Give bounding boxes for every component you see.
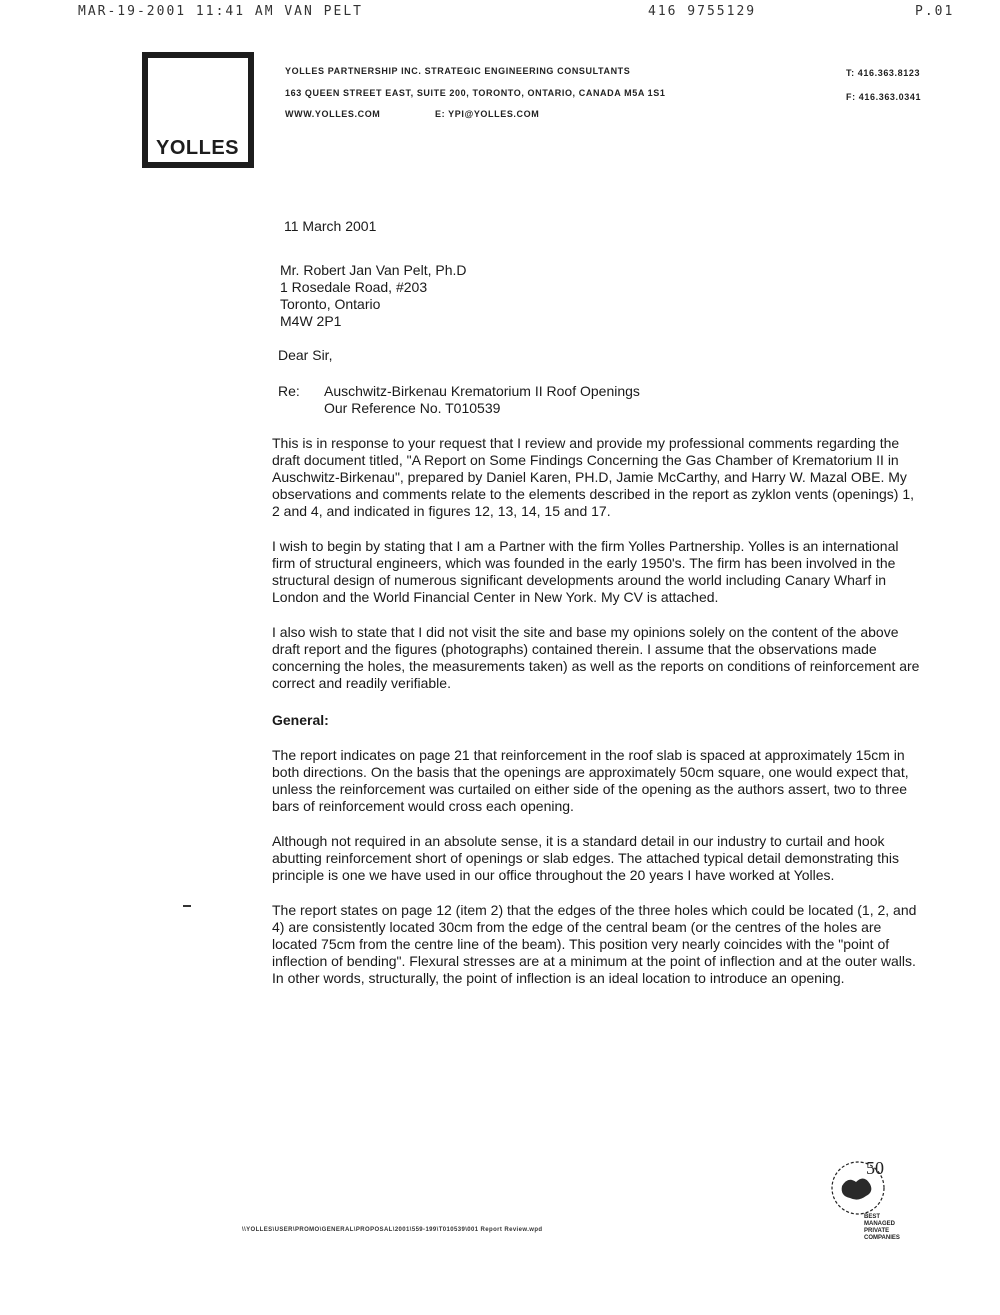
- recipient-street: 1 Rosedale Road, #203: [280, 279, 428, 295]
- subject-label: Re:: [278, 383, 300, 399]
- subject-title: Auschwitz-Birkenau Krematorium II Roof Openings: [324, 383, 640, 399]
- document-file-path: \\YOLLES\USER\PROMO\GENERAL\PROPOSAL\2001\559-199\T010539\001 Report Review.wpd: [242, 1227, 543, 1233]
- seal-line-2: MANAGED: [864, 1221, 895, 1227]
- letterhead-email: E: YPI@YOLLES.COM: [435, 109, 540, 119]
- salutation: Dear Sir,: [278, 347, 333, 363]
- paragraph-standard-detail: Although not required in an absolute sense, it is a standard detail in our industry to curtail and hook abutting reinforcement short of openings or slab edges. The attached typical detail demonstrating this principle is one we have used in our office throughout the 20 years I have worked at Yolles.: [272, 833, 900, 883]
- letterhead-fax: F: 416.363.0341: [846, 92, 922, 102]
- seal-line-3: PRIVATE: [864, 1228, 890, 1234]
- letter-body: [272, 218, 922, 987]
- subject-line: [278, 383, 922, 417]
- paragraph-credentials: I wish to begin by stating that I am a Partner with the firm Yolles Partnership. Yolles is an international firm of structural engineers, which was founded in the early 1950's. The firm has been involved in the structural design of numerous significant developments around the world including Canary Wharf in London and the World Financial Center in New York. My CV is attached.: [272, 538, 899, 605]
- letter-date: 11 March 2001: [284, 218, 377, 234]
- paragraph-reinforcement: The report indicates on page 21 that reinforcement in the roof slab is spaced at approximately 15cm in both directions. On the basis that the openings are approximately 50cm square, one would expect that, unless the reinforcement was curtailed on either side of the opening as the authors assert, two to three bars of reinforcement would cross each opening.: [272, 747, 909, 814]
- recipient-address: [280, 262, 922, 330]
- recipient-city: Toronto, Ontario: [280, 296, 381, 312]
- seal-line-4: COMPANIES: [864, 1235, 900, 1241]
- letterhead-company: YOLLES PARTNERSHIP INC. STRATEGIC ENGINEERING CONSULTANTS: [285, 66, 631, 76]
- letterhead-address: 163 QUEEN STREET EAST, SUITE 200, TORONTO, ONTARIO, CANADA M5A 1S1: [285, 88, 666, 98]
- subject-reference: Our Reference No. T010539: [324, 400, 501, 416]
- company-logo: [142, 52, 254, 168]
- section-heading-general: General:: [272, 712, 329, 728]
- paragraph-assumptions: I also wish to state that I did not visit the site and base my opinions solely on the content of the above draft report and the figures (photographs) contained therein. I assume that the observations made concerning the holes, the measurements taken) as well as the reports on conditions of reinforcement are correct and readily verifiable.: [272, 624, 920, 691]
- fax-date-time-sender: MAR-19-2001 11:41 AM VAN PELT: [78, 4, 363, 19]
- fax-page-number: P.01: [915, 4, 955, 19]
- logo-text: YOLLES: [156, 137, 240, 159]
- seal-line-1: BEST: [864, 1214, 881, 1220]
- seal-number: 50: [866, 1158, 884, 1178]
- margin-mark: [183, 905, 191, 907]
- best-managed-companies-seal: [820, 1148, 920, 1243]
- paragraph-introduction: This is in response to your request that I review and provide my professional comments regarding the draft document titled, "A Report on Some Findings Concerning the Gas Chamber of Krematorium II in Auschwitz-Birkenau", prepared by Daniel Karen, PH.D, Jamie McCarthy, and Harry W. Mazal OBE. My observations and comments relate to the elements described in the report as zyklon vents (openings) 1, 2 and 4, and indicated in figures 12, 13, 14, 15 and 17.: [272, 435, 915, 519]
- paragraph-point-of-inflection: The report states on page 12 (item 2) that the edges of the three holes which could be located (1, 2, and 4) are consistently located 30cm from the edge of the central beam (or the centres of the holes are located 75cm from the centre line of the beam). This position very nearly coincides with the "point of inflection of bending". Flexural stresses are at a minimum at the point of inflection and at the outer walls. In other words, structurally, the point of inflection is an ideal location to introduce an opening.: [272, 902, 917, 986]
- recipient-name: Mr. Robert Jan Van Pelt, Ph.D: [280, 262, 467, 278]
- fax-header: [0, 2, 1000, 24]
- recipient-postal-code: M4W 2P1: [280, 313, 342, 329]
- letterhead-telephone: T: 416.363.8123: [846, 68, 921, 78]
- fax-phone-number: 416 9755129: [648, 4, 757, 19]
- letterhead-website: WWW.YOLLES.COM: [285, 109, 381, 119]
